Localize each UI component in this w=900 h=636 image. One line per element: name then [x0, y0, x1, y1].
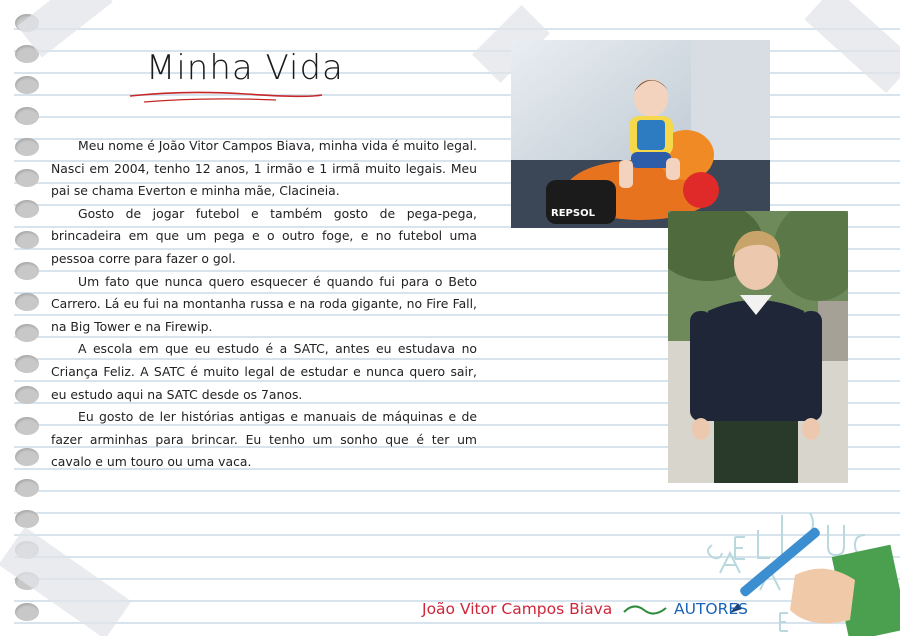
bike-repsol-text: REPSOL	[551, 208, 595, 219]
paragraph: Eu gosto de ler histórias antigas e manuais de máquinas e de fazer arminhas para brincar. Eu tenho um sonho que é ter um cavalo e um touro ou uma vaca.	[51, 409, 477, 470]
story-text	[51, 135, 477, 474]
page-title: Minha Vida	[146, 48, 344, 88]
paragraph: A escola em que eu estudo é a SATC, antes eu estudava no Criança Feliz. A SATC é muito legal de estudar e nunca quero sair, eu estudo aqui na SATC desde os 7anos.	[51, 341, 477, 402]
binder-hole	[15, 355, 39, 373]
paragraph: Gosto de jogar futebol e também gosto de pega-pega, brincadeira em que um pega e o outro foge, e no futebol uma pessoa corre para fazer o gol.	[51, 205, 477, 266]
paragraph: Um fato que nunca quero esquecer é quando fui para o Beto Carrero. Lá eu fui na montanha russa e na roda gigante, no Fire Fall, na Big Tower e na Firewip.	[51, 273, 477, 334]
binder-hole	[15, 293, 39, 311]
binder-hole	[15, 138, 39, 156]
binder-hole	[15, 169, 39, 187]
binder-hole	[15, 417, 39, 435]
binder-hole	[15, 448, 39, 466]
binder-hole	[15, 479, 39, 497]
photo-baby-on-motorbike	[511, 40, 770, 228]
tape-top-right	[804, 0, 900, 93]
binder-hole	[15, 386, 39, 404]
binder-hole	[15, 200, 39, 218]
photo-boy-portrait	[668, 211, 848, 483]
autores-label: AUTORES	[674, 600, 749, 618]
swoosh-icon	[622, 602, 668, 618]
binder-hole	[15, 603, 39, 621]
page-margin	[0, 0, 14, 636]
photo-boy-illustration	[668, 211, 848, 483]
binder-hole	[15, 510, 39, 528]
binder-hole	[15, 107, 39, 125]
photo-baby-illustration	[511, 40, 770, 228]
binder-hole	[15, 262, 39, 280]
binder-hole	[15, 324, 39, 342]
binder-hole	[15, 76, 39, 94]
title-underline	[126, 86, 326, 108]
paragraph: Meu nome é João Vitor Campos Biava, minha vida é muito legal. Nasci em 2004, tenho 12 anos, 1 irmão e 1 irmã muito legais. Meu pai se chama Everton e minha mãe, Clacineia.	[51, 138, 477, 199]
author-name: João Vitor Campos Biava	[422, 600, 613, 618]
binder-hole	[15, 231, 39, 249]
